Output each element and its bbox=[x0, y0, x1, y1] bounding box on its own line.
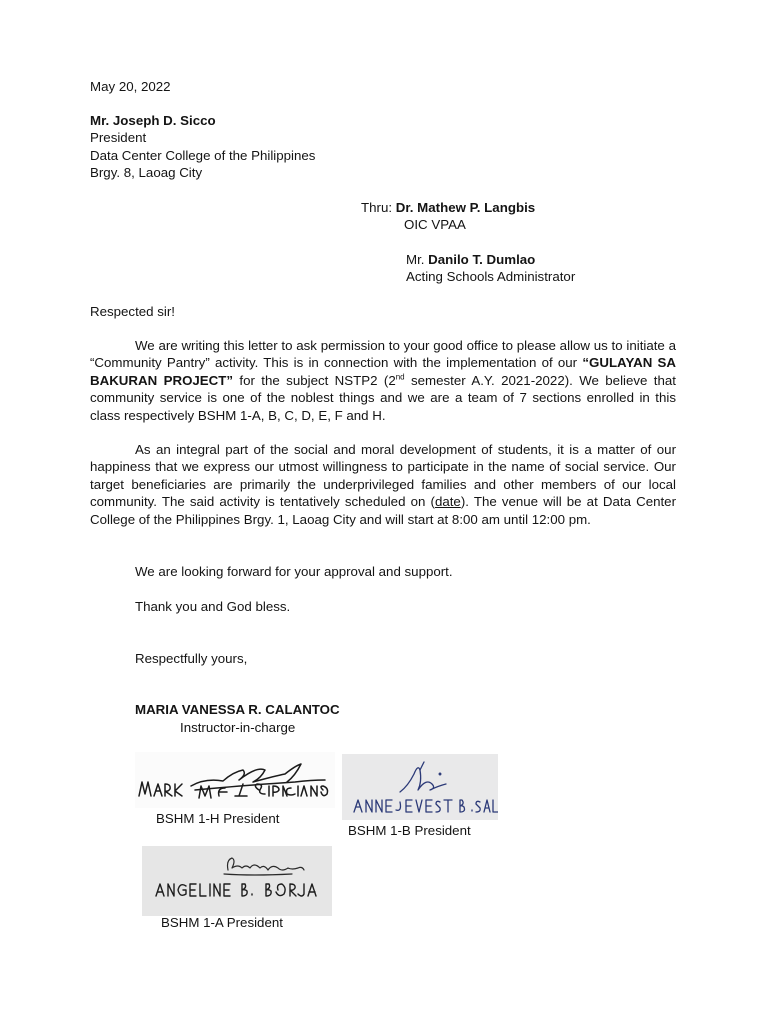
signature-image-3 bbox=[142, 846, 332, 916]
thru-person1-title: OIC VPAA bbox=[404, 217, 466, 232]
body-paragraph-4: Thank you and God bless. bbox=[135, 599, 291, 614]
letter-date: May 20, 2022 bbox=[90, 79, 171, 94]
ordinal-suffix: nd bbox=[395, 372, 405, 382]
signature-2-caption: BSHM 1-B President bbox=[348, 823, 471, 838]
project-title: “GULAYAN SA BAKURAN PROJECT” bbox=[90, 355, 676, 388]
thru-person2-prefix: Mr. bbox=[406, 252, 425, 267]
closing: Respectfully yours, bbox=[135, 651, 248, 666]
thru-person2-line bbox=[406, 251, 535, 268]
para2-text-b: ). The venue will be at Data Center College of the Philippines Brgy. 1, Laoag City and will start at 8:00 am until 12:00 pm. bbox=[90, 494, 676, 527]
signature-image-2 bbox=[342, 754, 498, 820]
signatory-name: MARIA VANESSA R. CALANTOC bbox=[135, 702, 340, 717]
date-placeholder: date bbox=[434, 494, 461, 510]
signature-image-1 bbox=[135, 752, 335, 808]
signature-2-scribble bbox=[342, 754, 498, 820]
signature-1-caption: BSHM 1-H President bbox=[156, 811, 280, 826]
thru-person1-name: Dr. Mathew P. Langbis bbox=[395, 200, 536, 215]
thru-person2-title: Acting Schools Administrator bbox=[406, 269, 576, 284]
body-paragraph-2 bbox=[90, 441, 676, 528]
thru-line bbox=[361, 199, 535, 216]
para1-text-a: We are writing this letter to ask permission to your good office to please allow us to initiate a “Community Pantry” activity. This is in connection with the implementation of our bbox=[90, 338, 676, 371]
para1-text-c: semester A.Y. 2021-2022). We believe that community service is one of the noblest things and we are a team of 7 sections enrolled in this class respectively BSHM 1-A, B, C, D, E, F and H. bbox=[90, 372, 676, 423]
recipient-org: Data Center College of the Philippines bbox=[90, 148, 316, 163]
recipient-address: Brgy. 8, Laoag City bbox=[90, 165, 203, 180]
thru-person2-name: Danilo T. Dumlao bbox=[428, 252, 536, 267]
para2-text-a: As an integral part of the social and moral development of students, it is a matter of our happiness that we express our utmost willingness to participate in the name of social service. Our target beneficiaries are primarily the underprivileged families and other members of our local community. The said activity is tentatively scheduled on ( bbox=[90, 442, 676, 510]
signatory-title: Instructor-in-charge bbox=[180, 720, 296, 735]
thru-label: Thru: bbox=[361, 200, 393, 215]
signature-1-scribble bbox=[135, 752, 335, 808]
signature-3-caption: BSHM 1-A President bbox=[161, 915, 283, 930]
recipient-name: Mr. Joseph D. Sicco bbox=[90, 113, 216, 128]
para1-text-b: for the subject NSTP2 (2 bbox=[233, 372, 396, 388]
recipient-title: President bbox=[90, 130, 147, 145]
body-paragraph-1 bbox=[90, 337, 676, 424]
body-paragraph-3: We are looking forward for your approval and support. bbox=[135, 564, 453, 579]
salutation: Respected sir! bbox=[90, 304, 175, 319]
signature-3-scribble bbox=[142, 846, 332, 916]
